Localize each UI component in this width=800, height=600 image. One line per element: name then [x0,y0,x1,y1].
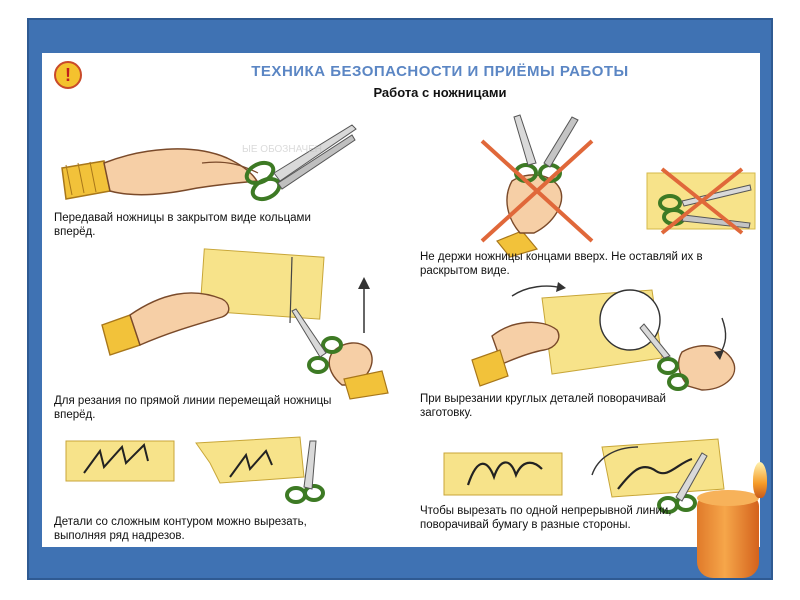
faded-background-text: ЫЕ ОБОЗНАЧЕН [242,144,323,155]
illustration-wrong-handling [442,111,760,251]
page-title: ТЕХНИКА БЕЗОПАСНОСТИ И ПРИЁМЫ РАБОТЫ [251,63,629,80]
caption-straight-cut: Для резания по прямой линии перемещай ножницы вперёд. [54,395,332,421]
flame-icon [753,462,767,498]
candle-decoration [697,496,759,578]
illustration-zigzag-cut [60,433,360,513]
candle-top [697,490,759,506]
illustration-straight-cut [92,253,392,393]
caption-wrong-handling: Не держи ножницы концами вверх. Не оставляй их в раскрытом виде. [420,251,703,277]
illustration-passing-scissors [52,113,372,223]
caption-zigzag-cut: Детали со сложным контуром можно вырезать, выполняя ряд надрезов. [54,516,307,542]
caption-circle-cut: При вырезании круглых деталей поворачивай заготовку. [420,393,666,419]
page-subtitle: Работа с ножницами [373,85,507,100]
safety-sheet [42,53,760,547]
illustration-circle-cut [452,278,752,398]
caption-continuous-cut: Чтобы вырезать по одной непрерывной линии, поворачивай бумагу в разные стороны. [420,505,672,531]
warning-icon: ! [54,61,82,89]
caption-passing: Передавай ножницы в закрытом виде кольцами вперёд. [54,212,311,238]
